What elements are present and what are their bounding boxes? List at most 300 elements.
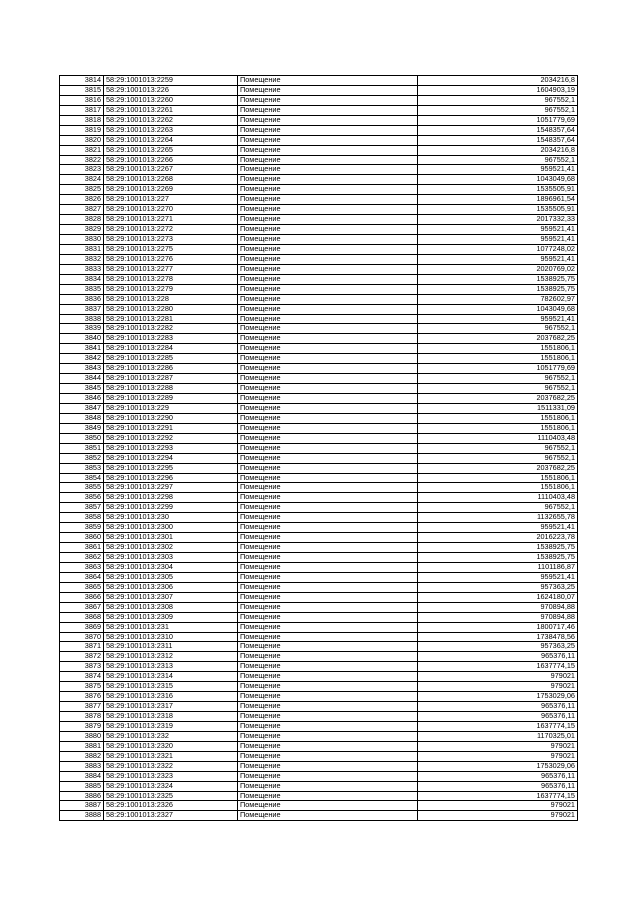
cadastral-number-cell: 58:29:1001013:2277	[104, 264, 238, 274]
cadastral-value-cell: 959521,41	[418, 225, 578, 235]
object-type-cell: Помещение	[238, 314, 418, 324]
object-type-cell: Помещение	[238, 572, 418, 582]
row-number-cell: 3865	[60, 582, 104, 592]
table-row	[60, 721, 578, 731]
cadastral-number-cell: 58:29:1001013:228	[104, 294, 238, 304]
table-row	[60, 602, 578, 612]
table-row	[60, 741, 578, 751]
row-number-cell: 3835	[60, 284, 104, 294]
cadastral-number-cell: 58:29:1001013:2259	[104, 76, 238, 86]
row-number-cell: 3881	[60, 741, 104, 751]
table-row	[60, 443, 578, 453]
cadastral-value-cell: 979021	[418, 672, 578, 682]
row-number-cell: 3844	[60, 374, 104, 384]
table-row	[60, 195, 578, 205]
cadastral-value-cell: 965376,11	[418, 712, 578, 722]
table-row	[60, 453, 578, 463]
cadastral-value-cell: 1753029,06	[418, 761, 578, 771]
object-type-cell: Помещение	[238, 513, 418, 523]
table-row	[60, 364, 578, 374]
cadastral-value-cell: 1132655,78	[418, 513, 578, 523]
object-type-cell: Помещение	[238, 254, 418, 264]
cadastral-number-cell: 58:29:1001013:231	[104, 622, 238, 632]
cadastral-number-cell: 58:29:1001013:2283	[104, 334, 238, 344]
cadastral-value-cell: 965376,11	[418, 652, 578, 662]
cadastral-value-cell: 1637774,15	[418, 662, 578, 672]
cadastral-value-cell: 957363,25	[418, 582, 578, 592]
object-type-cell: Помещение	[238, 195, 418, 205]
object-type-cell: Помещение	[238, 125, 418, 135]
row-number-cell: 3831	[60, 244, 104, 254]
row-number-cell: 3870	[60, 632, 104, 642]
cadastral-value-cell: 979021	[418, 811, 578, 821]
cadastral-number-cell: 58:29:1001013:2281	[104, 314, 238, 324]
cadastral-value-cell: 979021	[418, 801, 578, 811]
cadastral-number-cell: 58:29:1001013:2272	[104, 225, 238, 235]
object-type-cell: Помещение	[238, 592, 418, 602]
table-row	[60, 76, 578, 86]
row-number-cell: 3878	[60, 712, 104, 722]
cadastral-number-cell: 58:29:1001013:2288	[104, 384, 238, 394]
cadastral-number-cell: 58:29:1001013:2314	[104, 672, 238, 682]
table-row	[60, 572, 578, 582]
row-number-cell: 3860	[60, 533, 104, 543]
cadastral-value-cell: 1170325,01	[418, 731, 578, 741]
table-row	[60, 175, 578, 185]
row-number-cell: 3839	[60, 324, 104, 334]
row-number-cell: 3882	[60, 751, 104, 761]
cadastral-number-cell: 58:29:1001013:227	[104, 195, 238, 205]
table-row	[60, 215, 578, 225]
table-row	[60, 672, 578, 682]
row-number-cell: 3852	[60, 453, 104, 463]
cadastral-value-cell: 967552,1	[418, 384, 578, 394]
cadastral-value-cell: 1110403,48	[418, 433, 578, 443]
cadastral-number-cell: 58:29:1001013:2287	[104, 374, 238, 384]
cadastral-number-cell: 58:29:1001013:2321	[104, 751, 238, 761]
object-type-cell: Помещение	[238, 642, 418, 652]
row-number-cell: 3855	[60, 483, 104, 493]
table-row	[60, 264, 578, 274]
table-row	[60, 632, 578, 642]
object-type-cell: Помещение	[238, 692, 418, 702]
table-row	[60, 771, 578, 781]
object-type-cell: Помещение	[238, 115, 418, 125]
cadastral-value-cell: 1551806,1	[418, 344, 578, 354]
cadastral-value-cell: 2037682,25	[418, 394, 578, 404]
object-type-cell: Помещение	[238, 274, 418, 284]
cadastral-number-cell: 58:29:1001013:2265	[104, 145, 238, 155]
table-row	[60, 612, 578, 622]
cadastral-number-cell: 58:29:1001013:2305	[104, 572, 238, 582]
object-type-cell: Помещение	[238, 453, 418, 463]
cadastral-number-cell: 58:29:1001013:230	[104, 513, 238, 523]
table-row	[60, 155, 578, 165]
cadastral-value-cell: 1077248,02	[418, 244, 578, 254]
object-type-cell: Помещение	[238, 95, 418, 105]
cadastral-value-cell: 1551806,1	[418, 354, 578, 364]
table-row	[60, 712, 578, 722]
cadastral-number-cell: 58:29:1001013:2290	[104, 413, 238, 423]
cadastral-number-cell: 58:29:1001013:2295	[104, 463, 238, 473]
cadastral-number-cell: 58:29:1001013:2299	[104, 503, 238, 513]
row-number-cell: 3850	[60, 433, 104, 443]
row-number-cell: 3859	[60, 523, 104, 533]
cadastral-number-cell: 58:29:1001013:232	[104, 731, 238, 741]
table-row	[60, 622, 578, 632]
cadastral-number-cell: 58:29:1001013:2306	[104, 582, 238, 592]
row-number-cell: 3863	[60, 562, 104, 572]
cadastral-number-cell: 58:29:1001013:2273	[104, 235, 238, 245]
table-row	[60, 433, 578, 443]
row-number-cell: 3884	[60, 771, 104, 781]
cadastral-number-cell: 58:29:1001013:2280	[104, 304, 238, 314]
table-row	[60, 592, 578, 602]
cadastral-value-cell: 1535505,91	[418, 205, 578, 215]
object-type-cell: Помещение	[238, 712, 418, 722]
row-number-cell: 3824	[60, 175, 104, 185]
cadastral-value-cell: 959521,41	[418, 254, 578, 264]
object-type-cell: Помещение	[238, 145, 418, 155]
cadastral-number-cell: 58:29:1001013:2318	[104, 712, 238, 722]
row-number-cell: 3867	[60, 602, 104, 612]
table-row	[60, 801, 578, 811]
cadastral-value-cell: 2034216,8	[418, 145, 578, 155]
row-number-cell: 3877	[60, 702, 104, 712]
cadastral-number-cell: 58:29:1001013:2296	[104, 473, 238, 483]
row-number-cell: 3847	[60, 403, 104, 413]
cadastral-value-cell: 967552,1	[418, 443, 578, 453]
cadastral-value-cell: 1043049,68	[418, 175, 578, 185]
row-number-cell: 3841	[60, 344, 104, 354]
object-type-cell: Помещение	[238, 85, 418, 95]
table-row	[60, 284, 578, 294]
object-type-cell: Помещение	[238, 185, 418, 195]
cadastral-value-cell: 2034216,8	[418, 76, 578, 86]
table-row	[60, 652, 578, 662]
row-number-cell: 3876	[60, 692, 104, 702]
object-type-cell: Помещение	[238, 632, 418, 642]
object-type-cell: Помещение	[238, 264, 418, 274]
row-number-cell: 3879	[60, 721, 104, 731]
cadastral-value-cell: 959521,41	[418, 314, 578, 324]
object-type-cell: Помещение	[238, 473, 418, 483]
cadastral-value-cell: 2017332,33	[418, 215, 578, 225]
table-row	[60, 523, 578, 533]
row-number-cell: 3868	[60, 612, 104, 622]
cadastral-value-cell: 1637774,15	[418, 791, 578, 801]
cadastral-value-cell: 782602,97	[418, 294, 578, 304]
object-type-cell: Помещение	[238, 682, 418, 692]
table-row	[60, 473, 578, 483]
row-number-cell: 3827	[60, 205, 104, 215]
object-type-cell: Помещение	[238, 364, 418, 374]
cadastral-value-cell: 1538925,75	[418, 284, 578, 294]
table-row	[60, 791, 578, 801]
object-type-cell: Помещение	[238, 493, 418, 503]
object-type-cell: Помещение	[238, 702, 418, 712]
table-row	[60, 254, 578, 264]
row-number-cell: 3842	[60, 354, 104, 364]
cadastral-number-cell: 58:29:1001013:2269	[104, 185, 238, 195]
object-type-cell: Помещение	[238, 304, 418, 314]
row-number-cell: 3845	[60, 384, 104, 394]
table-row	[60, 582, 578, 592]
cadastral-value-cell: 965376,11	[418, 771, 578, 781]
row-number-cell: 3887	[60, 801, 104, 811]
table-row	[60, 244, 578, 254]
row-number-cell: 3875	[60, 682, 104, 692]
cadastral-value-cell: 1051779,69	[418, 364, 578, 374]
table-row	[60, 225, 578, 235]
table-row	[60, 135, 578, 145]
row-number-cell: 3874	[60, 672, 104, 682]
object-type-cell: Помещение	[238, 225, 418, 235]
cadastral-value-cell: 2020769,02	[418, 264, 578, 274]
cadastral-number-cell: 58:29:1001013:2298	[104, 493, 238, 503]
cadastral-number-cell: 58:29:1001013:2327	[104, 811, 238, 821]
object-type-cell: Помещение	[238, 423, 418, 433]
object-type-cell: Помещение	[238, 731, 418, 741]
object-type-cell: Помещение	[238, 791, 418, 801]
cadastral-value-cell: 1051779,69	[418, 115, 578, 125]
cadastral-value-cell: 957363,25	[418, 642, 578, 652]
object-type-cell: Помещение	[238, 463, 418, 473]
table-row	[60, 423, 578, 433]
object-type-cell: Помещение	[238, 483, 418, 493]
cadastral-value-cell: 1511331,09	[418, 403, 578, 413]
cadastral-number-cell: 58:29:1001013:2279	[104, 284, 238, 294]
object-type-cell: Помещение	[238, 433, 418, 443]
object-type-cell: Помещение	[238, 374, 418, 384]
cadastral-value-cell: 979021	[418, 741, 578, 751]
object-type-cell: Помещение	[238, 741, 418, 751]
row-number-cell: 3832	[60, 254, 104, 264]
cadastral-number-cell: 58:29:1001013:2308	[104, 602, 238, 612]
object-type-cell: Помещение	[238, 771, 418, 781]
cadastral-number-cell: 58:29:1001013:2316	[104, 692, 238, 702]
cadastral-number-cell: 58:29:1001013:2303	[104, 553, 238, 563]
cadastral-number-cell: 58:29:1001013:2284	[104, 344, 238, 354]
cadastral-number-cell: 58:29:1001013:2261	[104, 105, 238, 115]
object-type-cell: Помещение	[238, 811, 418, 821]
table-row	[60, 553, 578, 563]
cadastral-value-cell: 967552,1	[418, 324, 578, 334]
table-row	[60, 662, 578, 672]
cadastral-value-cell: 1604903,19	[418, 85, 578, 95]
object-type-cell: Помещение	[238, 612, 418, 622]
cadastral-number-cell: 58:29:1001013:2289	[104, 394, 238, 404]
row-number-cell: 3851	[60, 443, 104, 453]
table-row	[60, 115, 578, 125]
row-number-cell: 3825	[60, 185, 104, 195]
cadastral-value-cell: 1637774,15	[418, 721, 578, 731]
cadastral-number-cell: 58:29:1001013:2302	[104, 543, 238, 553]
cadastral-value-table	[59, 75, 578, 821]
object-type-cell: Помещение	[238, 582, 418, 592]
cadastral-value-cell: 2037682,25	[418, 334, 578, 344]
row-number-cell: 3862	[60, 553, 104, 563]
object-type-cell: Помещение	[238, 175, 418, 185]
cadastral-number-cell: 58:29:1001013:2313	[104, 662, 238, 672]
row-number-cell: 3872	[60, 652, 104, 662]
cadastral-number-cell: 58:29:1001013:2294	[104, 453, 238, 463]
cadastral-number-cell: 58:29:1001013:2312	[104, 652, 238, 662]
object-type-cell: Помещение	[238, 344, 418, 354]
cadastral-number-cell: 58:29:1001013:2307	[104, 592, 238, 602]
cadastral-value-cell: 967552,1	[418, 105, 578, 115]
row-number-cell: 3853	[60, 463, 104, 473]
table-row	[60, 314, 578, 324]
cadastral-value-cell: 965376,11	[418, 702, 578, 712]
object-type-cell: Помещение	[238, 533, 418, 543]
row-number-cell: 3871	[60, 642, 104, 652]
cadastral-number-cell: 58:29:1001013:2311	[104, 642, 238, 652]
object-type-cell: Помещение	[238, 135, 418, 145]
row-number-cell: 3857	[60, 503, 104, 513]
table-row	[60, 145, 578, 155]
object-type-cell: Помещение	[238, 394, 418, 404]
row-number-cell: 3818	[60, 115, 104, 125]
cadastral-value-cell: 967552,1	[418, 95, 578, 105]
table-row	[60, 85, 578, 95]
cadastral-value-cell: 1548357,64	[418, 135, 578, 145]
object-type-cell: Помещение	[238, 801, 418, 811]
table-row	[60, 413, 578, 423]
row-number-cell: 3833	[60, 264, 104, 274]
row-number-cell: 3848	[60, 413, 104, 423]
row-number-cell: 3838	[60, 314, 104, 324]
cadastral-number-cell: 58:29:1001013:2276	[104, 254, 238, 264]
cadastral-value-cell: 965376,11	[418, 781, 578, 791]
table-row	[60, 533, 578, 543]
cadastral-number-cell: 58:29:1001013:226	[104, 85, 238, 95]
cadastral-number-cell: 58:29:1001013:2285	[104, 354, 238, 364]
table-row	[60, 95, 578, 105]
table-row	[60, 403, 578, 413]
table-row	[60, 105, 578, 115]
object-type-cell: Помещение	[238, 205, 418, 215]
object-type-cell: Помещение	[238, 244, 418, 254]
cadastral-number-cell: 58:29:1001013:2286	[104, 364, 238, 374]
cadastral-value-cell: 2016223,78	[418, 533, 578, 543]
object-type-cell: Помещение	[238, 543, 418, 553]
cadastral-value-cell: 1043049,68	[418, 304, 578, 314]
object-type-cell: Помещение	[238, 781, 418, 791]
cadastral-value-cell: 959521,41	[418, 572, 578, 582]
table-row	[60, 274, 578, 284]
object-type-cell: Помещение	[238, 354, 418, 364]
cadastral-value-cell: 1753029,06	[418, 692, 578, 702]
object-type-cell: Помещение	[238, 165, 418, 175]
row-number-cell: 3886	[60, 791, 104, 801]
table-row	[60, 334, 578, 344]
table-row	[60, 702, 578, 712]
cadastral-value-cell: 2037682,25	[418, 463, 578, 473]
object-type-cell: Помещение	[238, 562, 418, 572]
object-type-cell: Помещение	[238, 215, 418, 225]
object-type-cell: Помещение	[238, 751, 418, 761]
table-row	[60, 463, 578, 473]
cadastral-number-cell: 58:29:1001013:2304	[104, 562, 238, 572]
cadastral-number-cell: 58:29:1001013:2282	[104, 324, 238, 334]
cadastral-number-cell: 58:29:1001013:2322	[104, 761, 238, 771]
cadastral-value-cell: 1551806,1	[418, 423, 578, 433]
table-row	[60, 235, 578, 245]
row-number-cell: 3861	[60, 543, 104, 553]
object-type-cell: Помещение	[238, 324, 418, 334]
object-type-cell: Помещение	[238, 235, 418, 245]
table-row	[60, 493, 578, 503]
cadastral-value-cell: 967552,1	[418, 503, 578, 513]
row-number-cell: 3843	[60, 364, 104, 374]
table-row	[60, 294, 578, 304]
table-row	[60, 165, 578, 175]
cadastral-value-cell: 1800717,46	[418, 622, 578, 632]
cadastral-value-cell: 1538925,75	[418, 274, 578, 284]
table-body	[60, 76, 578, 821]
row-number-cell: 3864	[60, 572, 104, 582]
cadastral-value-cell: 970894,88	[418, 602, 578, 612]
object-type-cell: Помещение	[238, 503, 418, 513]
cadastral-number-cell: 58:29:1001013:2323	[104, 771, 238, 781]
cadastral-number-cell: 58:29:1001013:2264	[104, 135, 238, 145]
table-row	[60, 692, 578, 702]
cadastral-value-cell: 1110403,48	[418, 493, 578, 503]
table-row	[60, 374, 578, 384]
table-row	[60, 682, 578, 692]
table-row	[60, 185, 578, 195]
cadastral-value-cell: 959521,41	[418, 523, 578, 533]
cadastral-number-cell: 58:29:1001013:2271	[104, 215, 238, 225]
row-number-cell: 3856	[60, 493, 104, 503]
cadastral-number-cell: 58:29:1001013:2301	[104, 533, 238, 543]
cadastral-number-cell: 58:29:1001013:2326	[104, 801, 238, 811]
cadastral-value-cell: 979021	[418, 682, 578, 692]
table-row	[60, 324, 578, 334]
row-number-cell: 3816	[60, 95, 104, 105]
cadastral-number-cell: 58:29:1001013:2263	[104, 125, 238, 135]
cadastral-number-cell: 58:29:1001013:2319	[104, 721, 238, 731]
cadastral-value-cell: 1538925,75	[418, 553, 578, 563]
cadastral-number-cell: 58:29:1001013:2260	[104, 95, 238, 105]
cadastral-value-cell: 959521,41	[418, 165, 578, 175]
row-number-cell: 3873	[60, 662, 104, 672]
table-row	[60, 761, 578, 771]
table-row	[60, 642, 578, 652]
object-type-cell: Помещение	[238, 443, 418, 453]
row-number-cell: 3836	[60, 294, 104, 304]
cadastral-value-cell: 979021	[418, 751, 578, 761]
row-number-cell: 3822	[60, 155, 104, 165]
row-number-cell: 3883	[60, 761, 104, 771]
cadastral-number-cell: 58:29:1001013:2270	[104, 205, 238, 215]
object-type-cell: Помещение	[238, 294, 418, 304]
table-row	[60, 562, 578, 572]
row-number-cell: 3885	[60, 781, 104, 791]
table-row	[60, 751, 578, 761]
table-row	[60, 543, 578, 553]
row-number-cell: 3880	[60, 731, 104, 741]
cadastral-value-cell: 967552,1	[418, 453, 578, 463]
cadastral-number-cell: 58:29:1001013:2297	[104, 483, 238, 493]
row-number-cell: 3829	[60, 225, 104, 235]
object-type-cell: Помещение	[238, 672, 418, 682]
object-type-cell: Помещение	[238, 662, 418, 672]
row-number-cell: 3846	[60, 394, 104, 404]
row-number-cell: 3830	[60, 235, 104, 245]
row-number-cell: 3840	[60, 334, 104, 344]
